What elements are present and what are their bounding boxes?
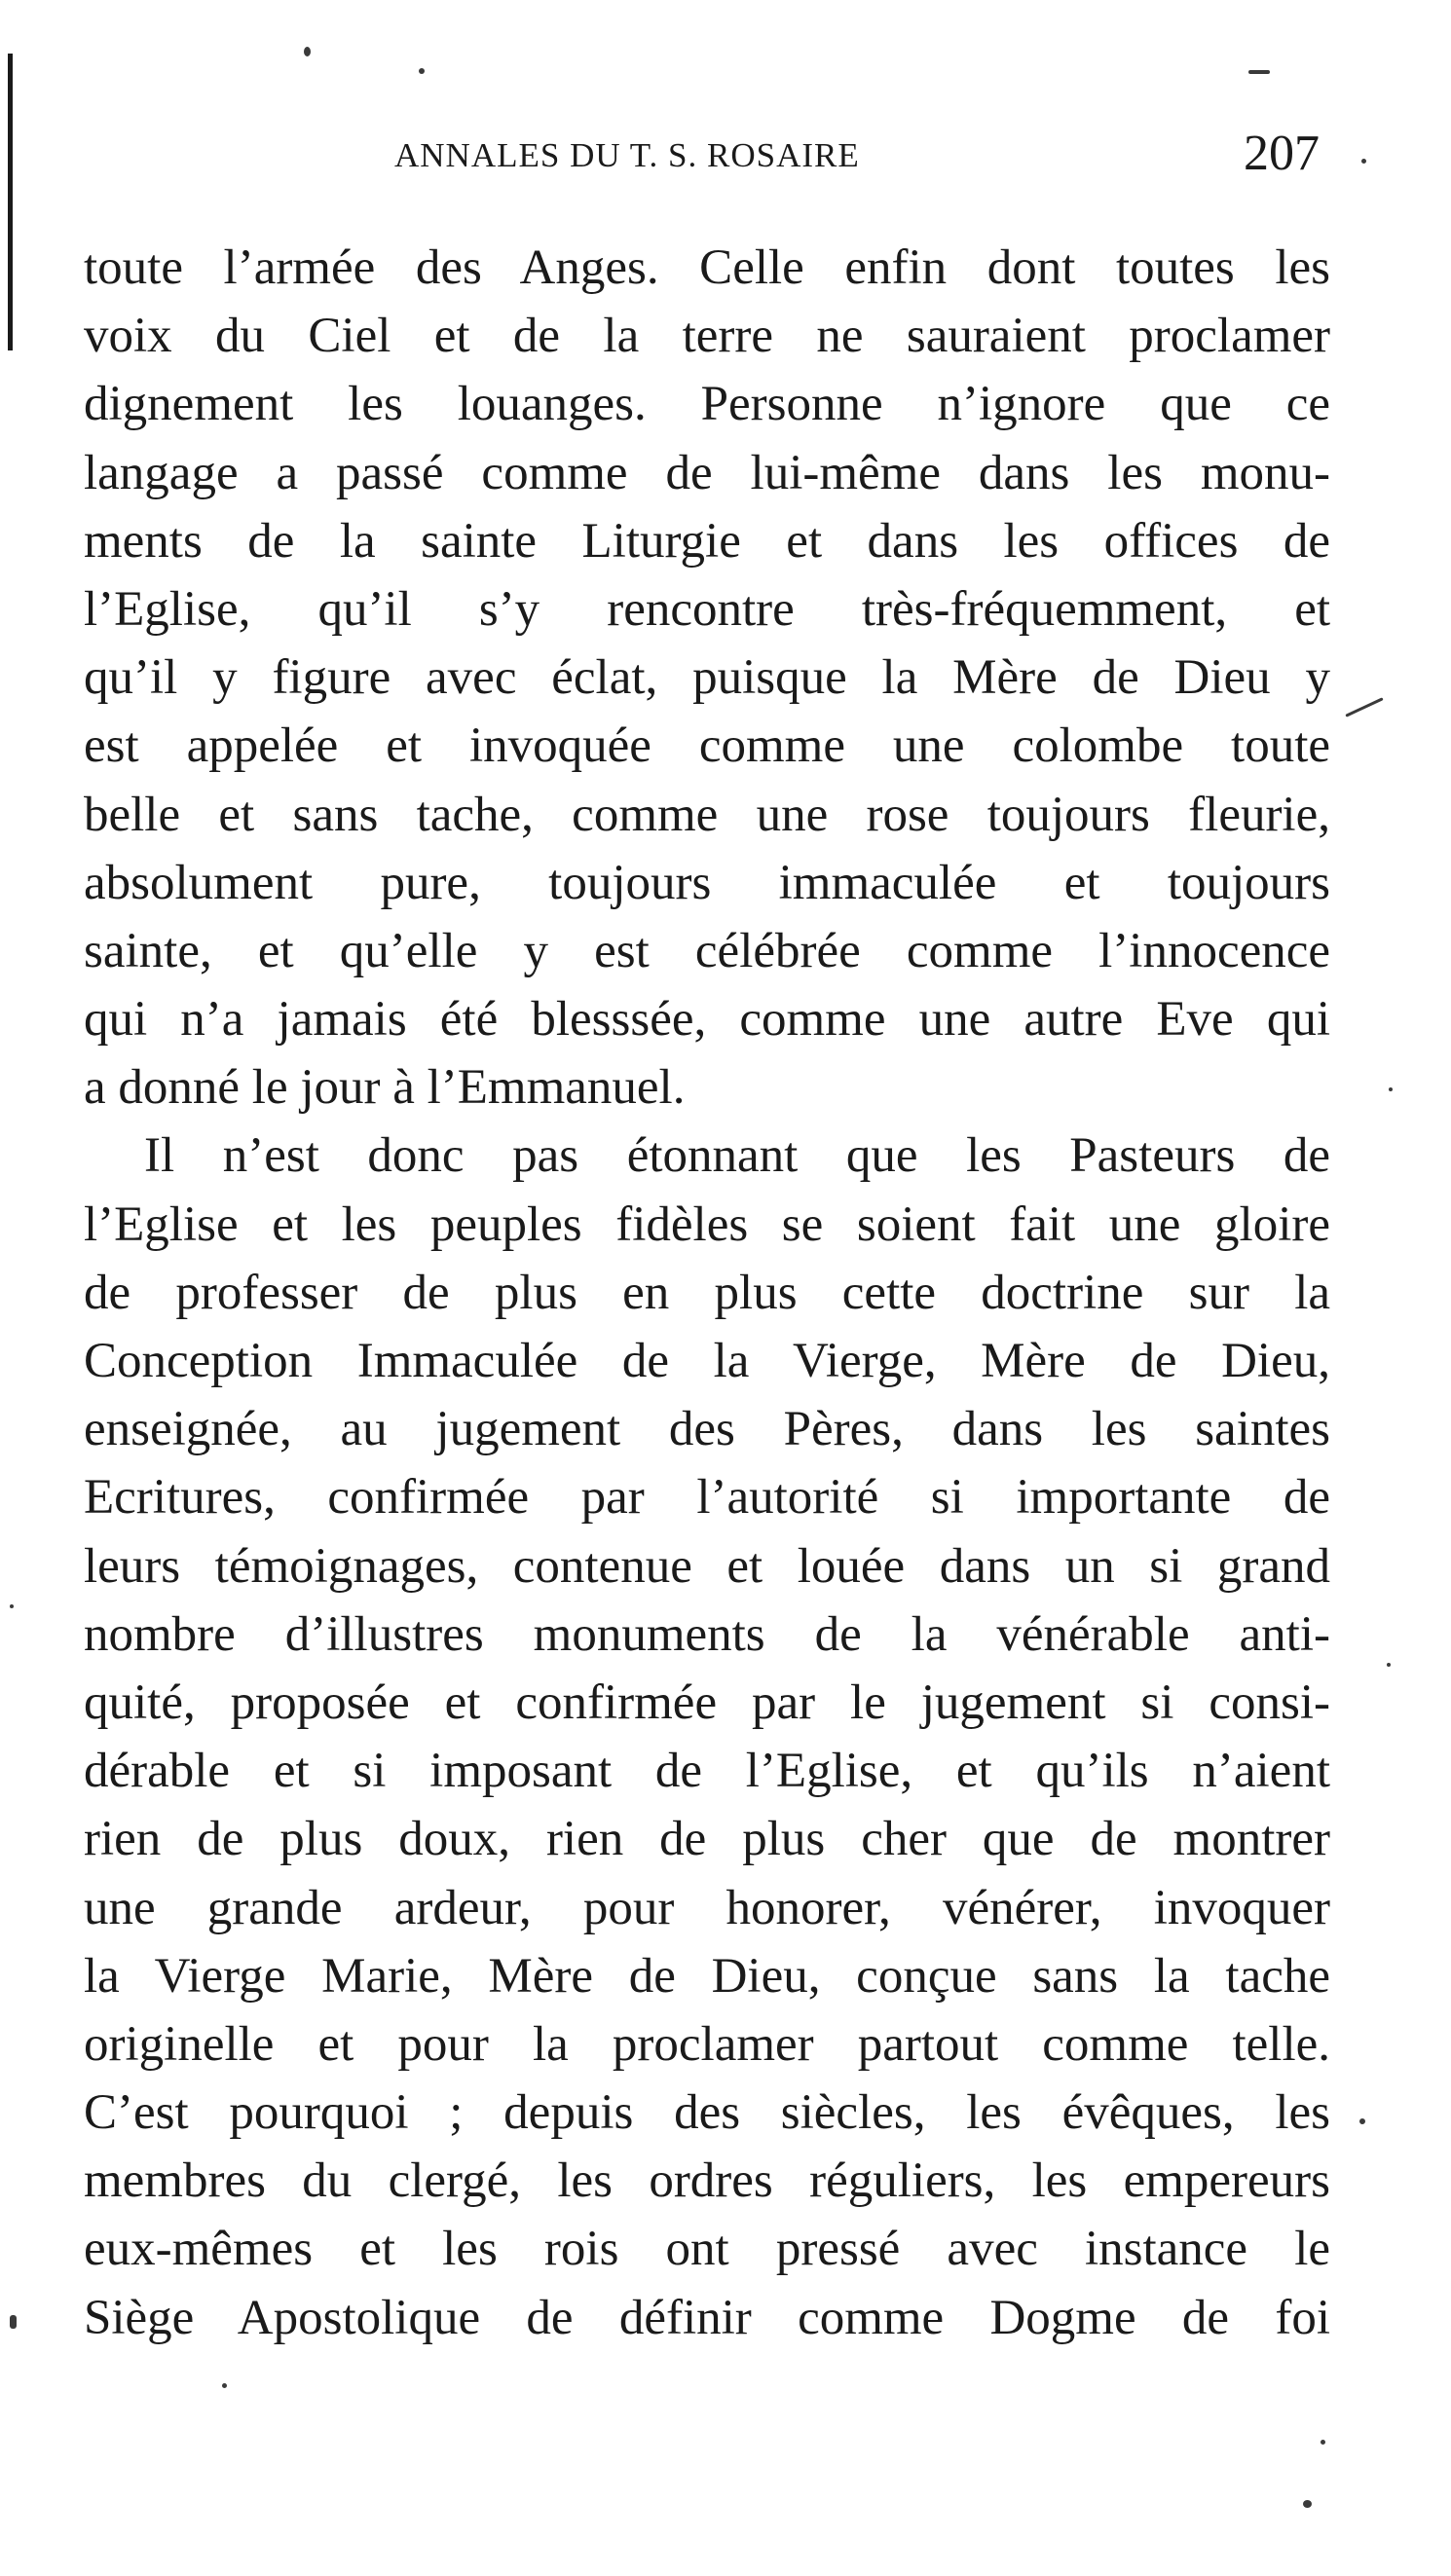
print-speck xyxy=(1359,2118,1365,2124)
text-line: la Vierge Marie, Mère de Dieu, conçue sans la tache xyxy=(84,1948,1330,2004)
print-speck xyxy=(419,68,425,74)
text-line: voix du Ciel et de la terre ne sauraient proclamer xyxy=(84,309,1330,364)
text-line: belle et sans tache, comme une rose toujours fleurie, xyxy=(84,787,1330,842)
text-line: enseignée, au jugement des Pères, dans les saintes xyxy=(84,1402,1330,1457)
page-number: 207 xyxy=(1244,126,1320,181)
text-line: dérable et si imposant de l’Eglise, et qu’ils n’aient xyxy=(84,1744,1330,1799)
print-speck xyxy=(1345,697,1383,717)
text-line: Siège Apostolique de définir comme Dogme de foi xyxy=(84,2290,1330,2345)
print-speck xyxy=(10,2315,17,2329)
text-line: C’est pourquoi ; depuis des siècles, les évêques, les xyxy=(84,2085,1330,2141)
text-line: a donné le jour à l’Emmanuel. xyxy=(84,1060,686,1116)
text-line: toute l’armée des Anges. Celle enfin dont toutes les xyxy=(84,240,1330,295)
paragraph xyxy=(84,1122,1330,2351)
print-speck xyxy=(1387,1663,1391,1667)
paragraph xyxy=(84,234,1330,1122)
text-line: ments de la sainte Liturgie et dans les offices de xyxy=(84,513,1330,569)
text-line: qu’il y figure avec éclat, puisque la Mère de Dieu y xyxy=(84,650,1330,706)
text-line: leurs témoignages, contenue et louée dans un si grand xyxy=(84,1538,1330,1594)
print-speck xyxy=(1361,159,1366,164)
print-speck xyxy=(222,2383,227,2388)
text-line: de professer de plus en plus cette doctrine sur la xyxy=(84,1265,1330,1320)
body-text xyxy=(84,234,1330,2352)
binding-edge xyxy=(8,54,13,350)
print-speck xyxy=(1321,2440,1325,2445)
text-line: nombre d’illustres monuments de la vénérable anti- xyxy=(84,1606,1330,1662)
text-line: Conception Immaculée de la Vierge, Mère de Dieu, xyxy=(84,1334,1330,1388)
text-line: quité, proposée et confirmée par le jugement si consi- xyxy=(84,1674,1330,1730)
text-line: l’Eglise, qu’il s’y rencontre très-fréquemment, et xyxy=(84,581,1330,637)
text-line: langage a passé comme de lui-même dans les monu- xyxy=(84,445,1330,500)
text-line: qui n’a jamais été blesssée, comme une autre Eve qui xyxy=(84,992,1330,1048)
print-speck xyxy=(10,1604,14,1608)
text-line: absolument pure, toujours immaculée et toujours xyxy=(84,855,1330,910)
text-line: dignement les louanges. Personne n’ignore que ce xyxy=(84,377,1330,432)
text-line: originelle et pour la proclamer partout comme telle. xyxy=(84,2016,1330,2072)
text-line: l’Eglise et les peuples fidèles se soient fait une gloire xyxy=(84,1196,1330,1252)
print-speck xyxy=(1248,70,1270,74)
text-line: Il n’est donc pas étonnant que les Pasteurs de xyxy=(144,1128,1330,1184)
text-line: Ecritures, confirmée par l’autorité si importante de xyxy=(84,1470,1330,1526)
text-line: est appelée et invoquée comme une colombe toute xyxy=(84,718,1330,774)
print-speck xyxy=(304,47,311,56)
running-head: ANNALES DU T. S. ROSAIRE xyxy=(394,136,860,174)
print-speck xyxy=(1389,1087,1393,1091)
text-line: une grande ardeur, pour honorer, vénérer, invoquer xyxy=(84,1880,1330,1935)
print-speck xyxy=(1303,2500,1312,2508)
text-line: sainte, et qu’elle y est célébrée comme l’innocence xyxy=(84,923,1330,978)
text-line: rien de plus doux, rien de plus cher que de montrer xyxy=(84,1812,1330,1867)
text-line: membres du clergé, les ordres réguliers, les empereurs xyxy=(84,2153,1330,2209)
page-header xyxy=(394,125,1320,183)
text-line: eux-mêmes et les rois ont pressé avec instance le xyxy=(84,2222,1330,2277)
